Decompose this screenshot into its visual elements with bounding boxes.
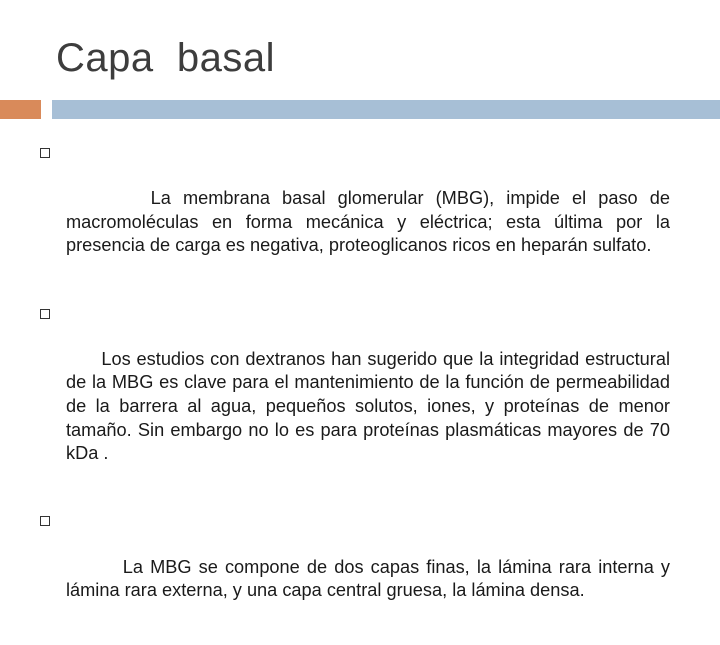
bullet-text: La membrana basal glomerular (MBG), impide el paso de macromoléculas en forma mecánica y eléctrica; esta última por la presencia de carga es negativa, proteoglicanos ricos en heparán sulfato.	[66, 188, 676, 256]
square-bullet-icon	[40, 309, 50, 319]
bullet-list	[40, 140, 676, 645]
title-accent-bar	[0, 100, 41, 119]
square-bullet-icon	[40, 148, 50, 158]
bullet-item-laminas	[40, 508, 676, 626]
bullet-item-dextranos	[40, 301, 676, 490]
bullet-item-membrana	[40, 140, 676, 282]
title-rule-bar	[52, 100, 720, 119]
square-bullet-icon	[40, 516, 50, 526]
bullet-text: Los estudios con dextranos han sugerido que la integridad estructural de la MBG es clave para el mantenimiento de la función de permeabilidad de la barrera al agua, pequeños solutos, iones, y proteínas de menor tamaño. Sin embargo no lo es para proteínas plasmáticas mayores de 70 kDa .	[66, 348, 676, 464]
slide-title: Capa basal	[56, 36, 275, 80]
bullet-text: La MBG se compone de dos capas finas, la lámina rara interna y lámina rara externa, y una capa central gruesa, la lámina densa.	[66, 556, 676, 601]
